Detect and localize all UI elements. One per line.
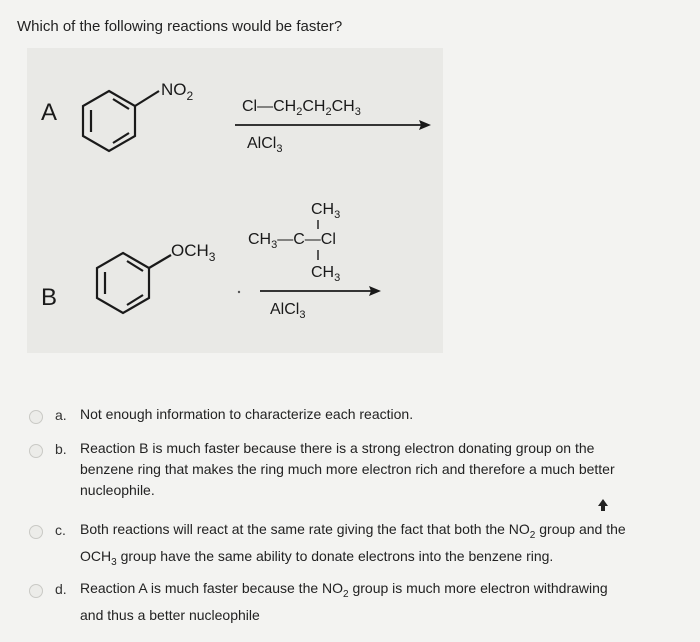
methoxy-group: $OCH_3$ xyxy=(171,241,216,264)
radio-option-c[interactable] xyxy=(29,525,43,539)
catalyst-a: AlCl$_3$ xyxy=(247,135,283,155)
mouse-cursor-icon xyxy=(597,498,609,512)
catalyst-b: AlCl$_3$ xyxy=(270,301,306,321)
option-text: Reaction A is much faster because the $NO_2$ group is much more electron withdrawing and thus a better nucleophile xyxy=(80,580,608,623)
option-letter: d. xyxy=(55,581,67,597)
reagent-b-bottom-methyl: $CH_3$ xyxy=(311,264,341,284)
nitro-group: $NO_2$ xyxy=(161,80,194,103)
question-text: Which of the following reactions would be faster? xyxy=(17,18,343,35)
option-text: Reaction B is much faster because there is a strong electron donating group on the benzene ring that makes the ring much more electron rich and therefore a much better nucleophile. xyxy=(80,440,615,498)
radio-option-b[interactable] xyxy=(29,444,43,458)
option-letter: b. xyxy=(55,441,67,457)
option-text: Not enough information to characterize each reaction. xyxy=(80,406,414,422)
reaction-b-label: B xyxy=(41,284,58,311)
reagent-b-middle: $CH_3—C—Cl$ xyxy=(248,231,336,251)
reagent-a: $Cl—CH_2CH_2CH_3$ xyxy=(242,98,361,118)
radio-option-a[interactable] xyxy=(29,410,43,424)
radio-option-d[interactable] xyxy=(29,584,43,598)
reaction-a-label: A xyxy=(41,99,58,126)
option-letter: a. xyxy=(55,407,67,423)
option-letter: c. xyxy=(55,522,66,538)
option-text: Both reactions will react at the same rate giving the fact that both the $NO_2$ group and the $OCH_3$ group have the same ability to donate electrons into the benzene ring. xyxy=(80,521,626,568)
reagent-b-top-methyl: $CH_3$ xyxy=(311,201,341,221)
